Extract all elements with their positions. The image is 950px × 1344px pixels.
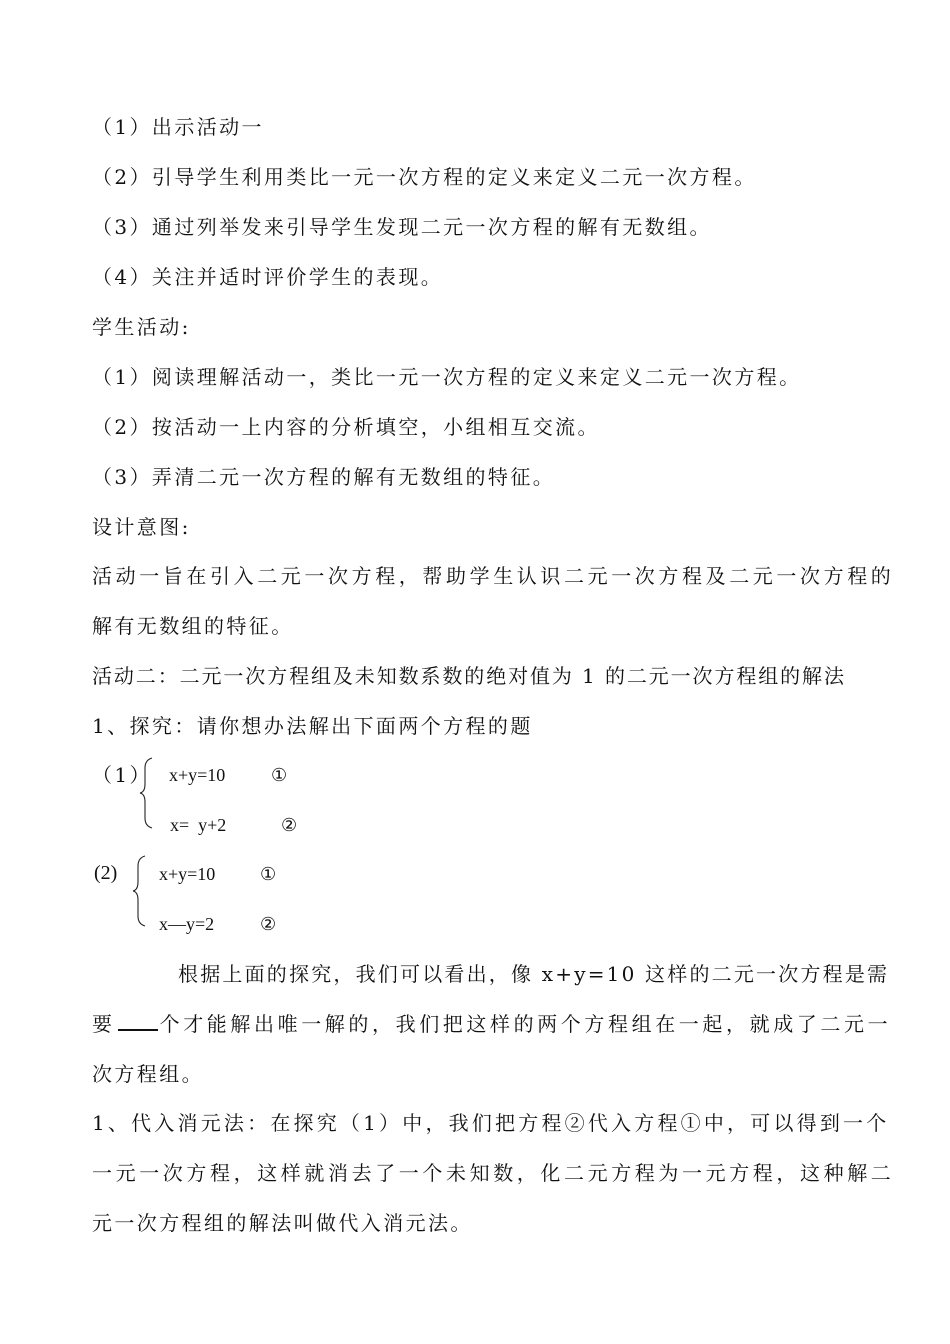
equation-marker-1: ① (260, 864, 277, 884)
equation-1: x+y=10 (159, 864, 216, 884)
equation-marker-1: ① (271, 765, 288, 785)
equation-marker-2: ② (260, 914, 277, 934)
student-item-3: （3）弄清二元一次方程的解有无数组的特征。 (92, 465, 556, 489)
conclusion-line-2-end: 个才能解出唯一解的，我们把这样的两个方程组在一起，就成了二元一 (159, 1012, 892, 1036)
design-intent-line-2: 解有无数组的特征。 (92, 614, 294, 638)
system-label: （1） (92, 763, 152, 787)
substitution-line-1: 1、代入消元法：在探究（1）中，我们把方程②代入方程①中，可以得到一个 (92, 1111, 890, 1135)
conclusion-line-1: 根据上面的探究，我们可以看出，像 x+y=10 这样的二元一次方程是需 (178, 962, 890, 986)
system-label: (2) (94, 862, 118, 884)
substitution-line-3: 元一次方程组的解法叫做代入消元法。 (92, 1211, 473, 1235)
teacher-item-3: （3）通过列举发来引导学生发现二元一次方程的解有无数组。 (92, 215, 712, 239)
conclusion-line-2 (92, 1011, 891, 1037)
design-intent-heading: 设计意图: (92, 515, 191, 539)
conclusion-line-2-start: 要 (92, 1012, 116, 1036)
equation-1: x+y=10 (169, 765, 226, 785)
student-item-2: （2）按活动一上内容的分析填空，小组相互交流。 (92, 415, 600, 439)
student-activity-heading: 学生活动: (92, 315, 191, 339)
conclusion-line-3: 次方程组。 (92, 1062, 204, 1086)
teacher-item-2: （2）引导学生利用类比一元一次方程的定义来定义二元一次方程。 (92, 165, 757, 189)
student-item-1: （1）阅读理解活动一，类比一元一次方程的定义来定义二元一次方程。 (92, 365, 802, 389)
left-brace-icon (131, 854, 151, 928)
teacher-item-1: （1）出示活动一 (92, 115, 264, 139)
equation-marker-2: ② (281, 815, 298, 835)
teacher-item-4: （4）关注并适时评价学生的表现。 (92, 265, 444, 289)
activity2-title: 活动二：二元一次方程组及未知数系数的绝对值为 1 的二元一次方程组的解法 (92, 664, 846, 688)
substitution-line-2: 一元一次方程，这样就消去了一个未知数，化二元方程为一元方程，这种解二 (92, 1161, 895, 1185)
equation-2: x—y=2 (159, 914, 215, 934)
equation-2: x= y+2 (170, 815, 227, 835)
design-intent-line-1: 活动一旨在引入二元一次方程，帮助学生认识二元一次方程及二元一次方程的 (92, 564, 895, 588)
left-brace-icon (138, 756, 158, 830)
fill-in-blank[interactable] (118, 1011, 158, 1031)
explore-heading: 1、探究：请你想办法解出下面两个方程的题 (92, 714, 533, 738)
